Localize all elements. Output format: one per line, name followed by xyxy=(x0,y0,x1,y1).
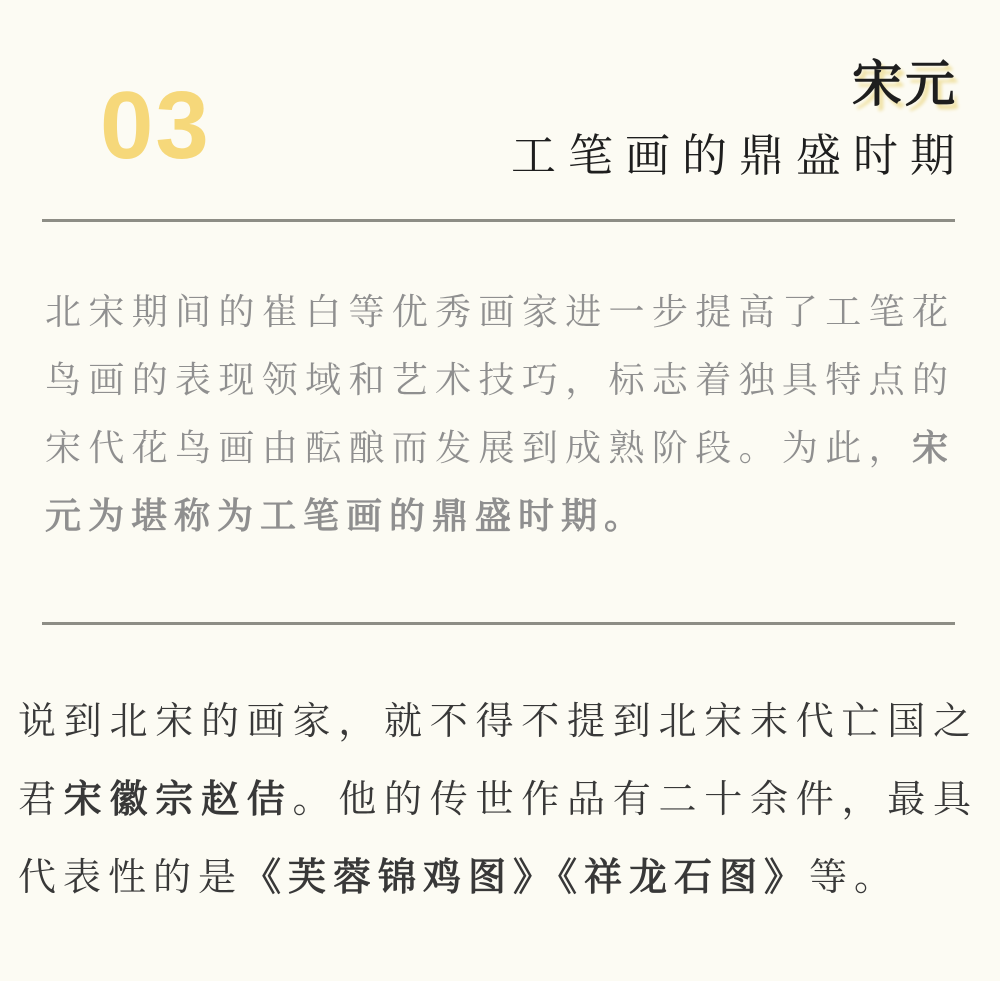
section-subtitle: 工笔画的鼎盛时期 xyxy=(510,129,967,181)
body-text-tail: 等。 xyxy=(809,857,900,900)
bottom-divider xyxy=(42,622,955,625)
body-text-middle: 。他的传世作品有二十余件，最具代表性的是 xyxy=(18,779,978,900)
artwork-titles-bold: 《芙蓉锦鸡图》《祥龙石图》 xyxy=(243,857,810,900)
title-block xyxy=(510,52,967,181)
body-text-lead: 说到北宋的画家，就不得不提到北宋末代亡国之君 xyxy=(18,701,978,822)
intro-text-regular: 北宋期间的崔白等优秀画家进一步提高了工笔花鸟画的表现领域和艺术技巧，标志着独具特点的宋代花鸟画由酝酿而发展到成熟阶段。为此， xyxy=(45,291,955,469)
intro-text-bold: 宋元为堪称为工笔画的鼎盛时期。 xyxy=(45,427,955,537)
section-title: 宋元 xyxy=(852,56,958,112)
top-divider xyxy=(42,219,955,222)
artist-name-bold: 宋徽宗赵佶 xyxy=(63,779,293,822)
section-header xyxy=(0,0,1000,181)
section-number: 03 xyxy=(100,72,211,179)
intro-paragraph xyxy=(45,278,955,550)
body-paragraph xyxy=(18,683,978,917)
